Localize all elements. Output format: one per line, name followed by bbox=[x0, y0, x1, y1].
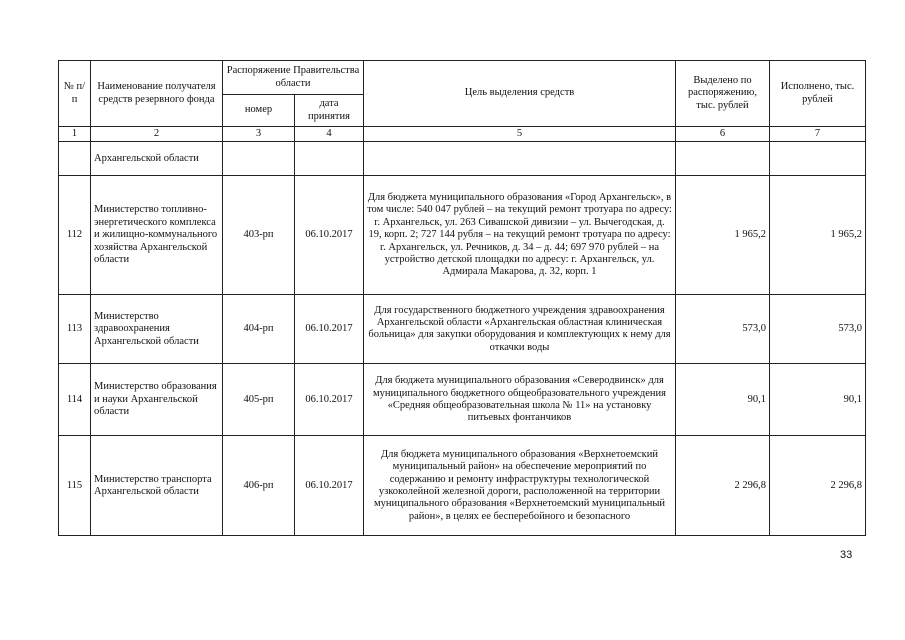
column-number-cell: 2 bbox=[91, 127, 223, 142]
cell-purpose: Для бюджета муниципального образования «Северодвинск» для муниципального бюджетного общеобразовательного учреждения «Средняя общеобразовательная школа № 11» на установку питьевых фонтанчиков bbox=[364, 364, 676, 436]
reserve-fund-table bbox=[58, 60, 866, 536]
cell-order-number: 404-рп bbox=[223, 295, 295, 364]
cell-order-number: 405-рп bbox=[223, 364, 295, 436]
table-row-continuation bbox=[59, 142, 866, 176]
cell-executed: 573,0 bbox=[770, 295, 866, 364]
header-number: № п/п bbox=[59, 61, 91, 127]
cell-order-date bbox=[295, 142, 364, 176]
column-number-cell: 1 bbox=[59, 127, 91, 142]
cell-purpose: Для бюджета муниципального образования «Город Архангельск», в том числе: 540 047 рублей – на текущий ремонт тротуара по адресу: г. Архангельск, ул. 263 Сивашской дивизии – ул. Вычегодская, д. 19, корп. 2; 727 144 рубля – на текущий ремонт тротуара по адресу: г. Архангельск, ул. Речников, д. 34 – д. 44; 697 970 рублей – на устройство детской площадки по адресу: г. Архангельск, ул. Адмирала Макарова, д. 32, корп. 1 bbox=[364, 176, 676, 295]
cell-allocated: 1 965,2 bbox=[676, 176, 770, 295]
table-row bbox=[59, 436, 866, 536]
cell-purpose: Для государственного бюджетного учреждения здравоохранения Архангельской области «Архангельская областная клиническая больница» для закупки оборудования и комплектующих к нему для откачки воды bbox=[364, 295, 676, 364]
header-order: Распоряжение Правительства области bbox=[223, 61, 364, 95]
cell-executed: 90,1 bbox=[770, 364, 866, 436]
cell-order-date: 06.10.2017 bbox=[295, 176, 364, 295]
cell-number: 114 bbox=[59, 364, 91, 436]
cell-executed bbox=[770, 142, 866, 176]
cell-recipient: Министерство транспорта Архангельской области bbox=[91, 436, 223, 536]
page-number: 33 bbox=[840, 549, 853, 561]
cell-allocated bbox=[676, 142, 770, 176]
cell-recipient: Министерство топливно-энергетического комплекса и жилищно-коммунального хозяйства Архангельской области bbox=[91, 176, 223, 295]
column-number-cell: 7 bbox=[770, 127, 866, 142]
cell-order-date: 06.10.2017 bbox=[295, 295, 364, 364]
cell-order-date: 06.10.2017 bbox=[295, 436, 364, 536]
cell-recipient: Архангельской области bbox=[91, 142, 223, 176]
header-allocated: Выделено по распоряжению, тыс. рублей bbox=[676, 61, 770, 127]
header-order-date: дата принятия bbox=[295, 95, 364, 127]
cell-recipient: Министерство здравоохранения Архангельской области bbox=[91, 295, 223, 364]
header-purpose: Цель выделения средств bbox=[364, 61, 676, 127]
cell-allocated: 90,1 bbox=[676, 364, 770, 436]
cell-number: 112 bbox=[59, 176, 91, 295]
header-recipient: Наименование получателя средств резервного фонда bbox=[91, 61, 223, 127]
cell-executed: 2 296,8 bbox=[770, 436, 866, 536]
cell-number bbox=[59, 142, 91, 176]
cell-executed: 1 965,2 bbox=[770, 176, 866, 295]
cell-recipient: Министерство образования и науки Архангельской области bbox=[91, 364, 223, 436]
cell-number: 115 bbox=[59, 436, 91, 536]
column-number-cell: 6 bbox=[676, 127, 770, 142]
table-row bbox=[59, 176, 866, 295]
cell-number: 113 bbox=[59, 295, 91, 364]
cell-order-number: 406-рп bbox=[223, 436, 295, 536]
column-number-cell: 5 bbox=[364, 127, 676, 142]
table-row bbox=[59, 364, 866, 436]
column-number-cell: 3 bbox=[223, 127, 295, 142]
cell-purpose: Для бюджета муниципального образования «Верхнетоемский муниципальный район» на обеспечение мероприятий по содержанию и ремонту инфраструктуры технологической узкоколейной железной дороги, расположенной на территории муниципального образования «Верхнетоемский муниципальный район», в целях ее бесперебойного и безопасного bbox=[364, 436, 676, 536]
cell-order-number: 403-рп bbox=[223, 176, 295, 295]
cell-allocated: 2 296,8 bbox=[676, 436, 770, 536]
header-order-number: номер bbox=[223, 95, 295, 127]
table-row bbox=[59, 295, 866, 364]
cell-allocated: 573,0 bbox=[676, 295, 770, 364]
cell-order-number bbox=[223, 142, 295, 176]
cell-purpose bbox=[364, 142, 676, 176]
cell-order-date: 06.10.2017 bbox=[295, 364, 364, 436]
header-executed: Исполнено, тыс. рублей bbox=[770, 61, 866, 127]
column-number-cell: 4 bbox=[295, 127, 364, 142]
